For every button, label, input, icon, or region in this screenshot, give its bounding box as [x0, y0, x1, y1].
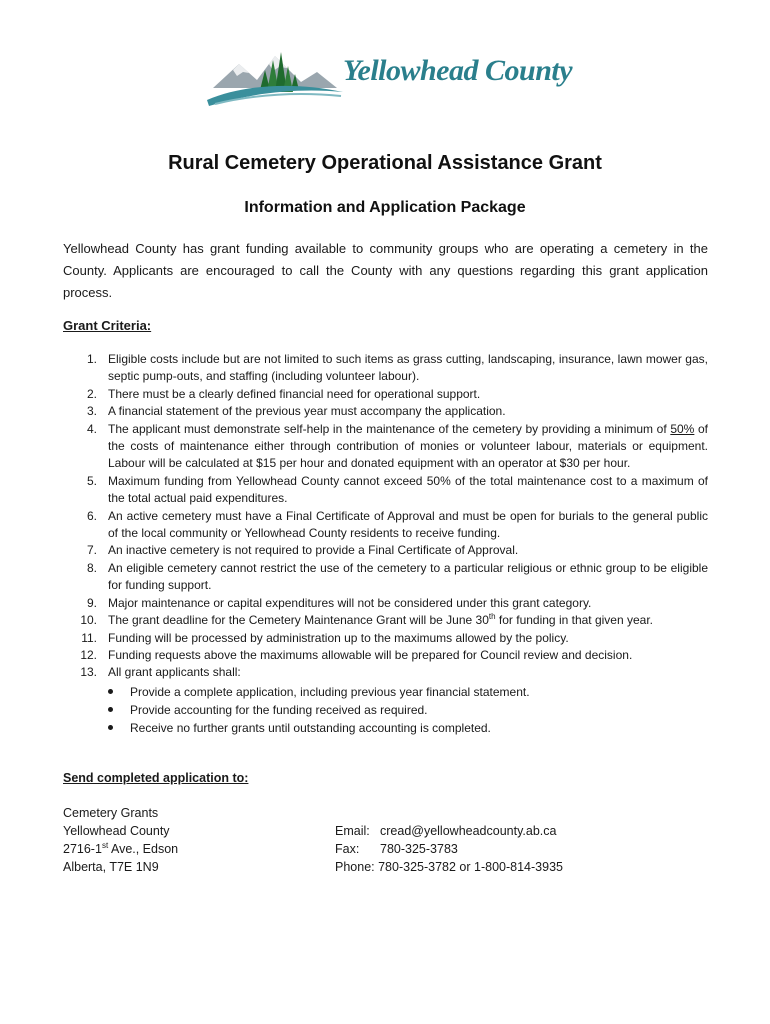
- criteria-item: 7. An inactive cemetery is not required to provide a Final Certificate of Approval.: [86, 543, 519, 558]
- phone-label: Phone:: [335, 860, 375, 874]
- criteria-item: 9. Major maintenance or capital expenditures will not be considered under this grant category.: [86, 595, 592, 610]
- address-line: 2716-1st Ave., Edson: [63, 840, 179, 856]
- fax-label: Fax:: [335, 842, 360, 856]
- bullet-item: Receive no further grants until outstanding accounting is completed.: [108, 719, 708, 737]
- document-title: Rural Cemetery Operational Assistance Grant: [168, 152, 602, 174]
- address-line: Cemetery Grants: [63, 806, 159, 820]
- intro-paragraph: Yellowhead County has grant funding available to community groups who are operating a cemetery in the County. Applicants are encouraged to call the County with any questions regarding this grant application process.: [63, 241, 708, 300]
- phone-number: 780-325-3782 or 1-800-814-3935: [378, 860, 563, 874]
- address-line: Alberta, T7E 1N9: [63, 860, 159, 874]
- phone-row: [335, 858, 563, 876]
- mountain-tree-logo-icon: [205, 42, 345, 112]
- criteria-item: 5. Maximum funding from Yellowhead County cannot exceed 50% of the total maintenance cost to a maximum of the total actual paid expenditures.: [86, 473, 708, 506]
- grant-criteria-list: [63, 351, 708, 737]
- criteria-item: 11. Funding will be processed by administration up to the maximums allowed by the policy.: [81, 630, 569, 645]
- criteria-item: 3. A financial statement of the previous year must accompany the application.: [86, 404, 506, 419]
- fax-row: [335, 840, 563, 858]
- criteria-item: 13. All grant applicants shall: Provide a complete application, including previous year financial statement. Provide accounting for the funding received as required. Receive no further grants until outstanding accounting is completed.: [63, 664, 708, 736]
- fifty-percent-underlined: 50%: [670, 421, 695, 436]
- email-row: [335, 822, 563, 840]
- criteria-item: 2. There must be a clearly defined financial need for operational support.: [86, 386, 481, 401]
- address-line: Yellowhead County: [63, 824, 170, 838]
- criteria-item: 6. An active cemetery must have a Final Certificate of Approval and must be open for burials to the general public of the local community or Yellowhead County residents to receive funding.: [86, 508, 708, 541]
- criteria-item: 4. The applicant must demonstrate self-help in the maintenance of the cemetery by providing a minimum of 50% of the costs of maintenance either through contribution of monies or volunteer labour, materials or equipment. Labour will be calculated at $15 per hour and donated equipment with an operator at $30 per hour.: [86, 421, 708, 471]
- grant-criteria-heading: Grant Criteria:: [63, 318, 152, 333]
- criteria-item: 8. An eligible cemetery cannot restrict the use of the cemetery to a particular religious or ethnic group to be eligible for funding support.: [86, 560, 708, 593]
- criteria-item: 10. The grant deadline for the Cemetery Maintenance Grant will be June 30th for funding in that given year.: [80, 612, 653, 628]
- criteria-item: 1. Eligible costs include but are not limited to such items as grass cutting, landscaping, insurance, lawn mower gas, septic pump-outs, and staffing (including volunteer labour).: [86, 352, 708, 384]
- email-link[interactable]: cread@yellowheadcounty.ab.ca: [380, 824, 557, 838]
- document-subtitle: Information and Application Package: [244, 199, 526, 216]
- fax-number: 780-325-3783: [380, 842, 458, 856]
- mailing-address: [63, 804, 178, 876]
- contact-info: [335, 822, 563, 876]
- send-application-heading: Send completed application to:: [63, 771, 249, 785]
- email-label: Email:: [335, 824, 370, 838]
- applicant-requirements-list: [108, 683, 708, 737]
- county-logo: [205, 42, 575, 112]
- bullet-item: Provide accounting for the funding received as required.: [108, 701, 708, 719]
- bullet-item: Provide a complete application, including previous year financial statement.: [108, 683, 708, 701]
- logo-text: Yellowhead County: [343, 54, 573, 87]
- criteria-item: 12. Funding requests above the maximums allowable will be prepared for Council review and decision.: [80, 647, 633, 662]
